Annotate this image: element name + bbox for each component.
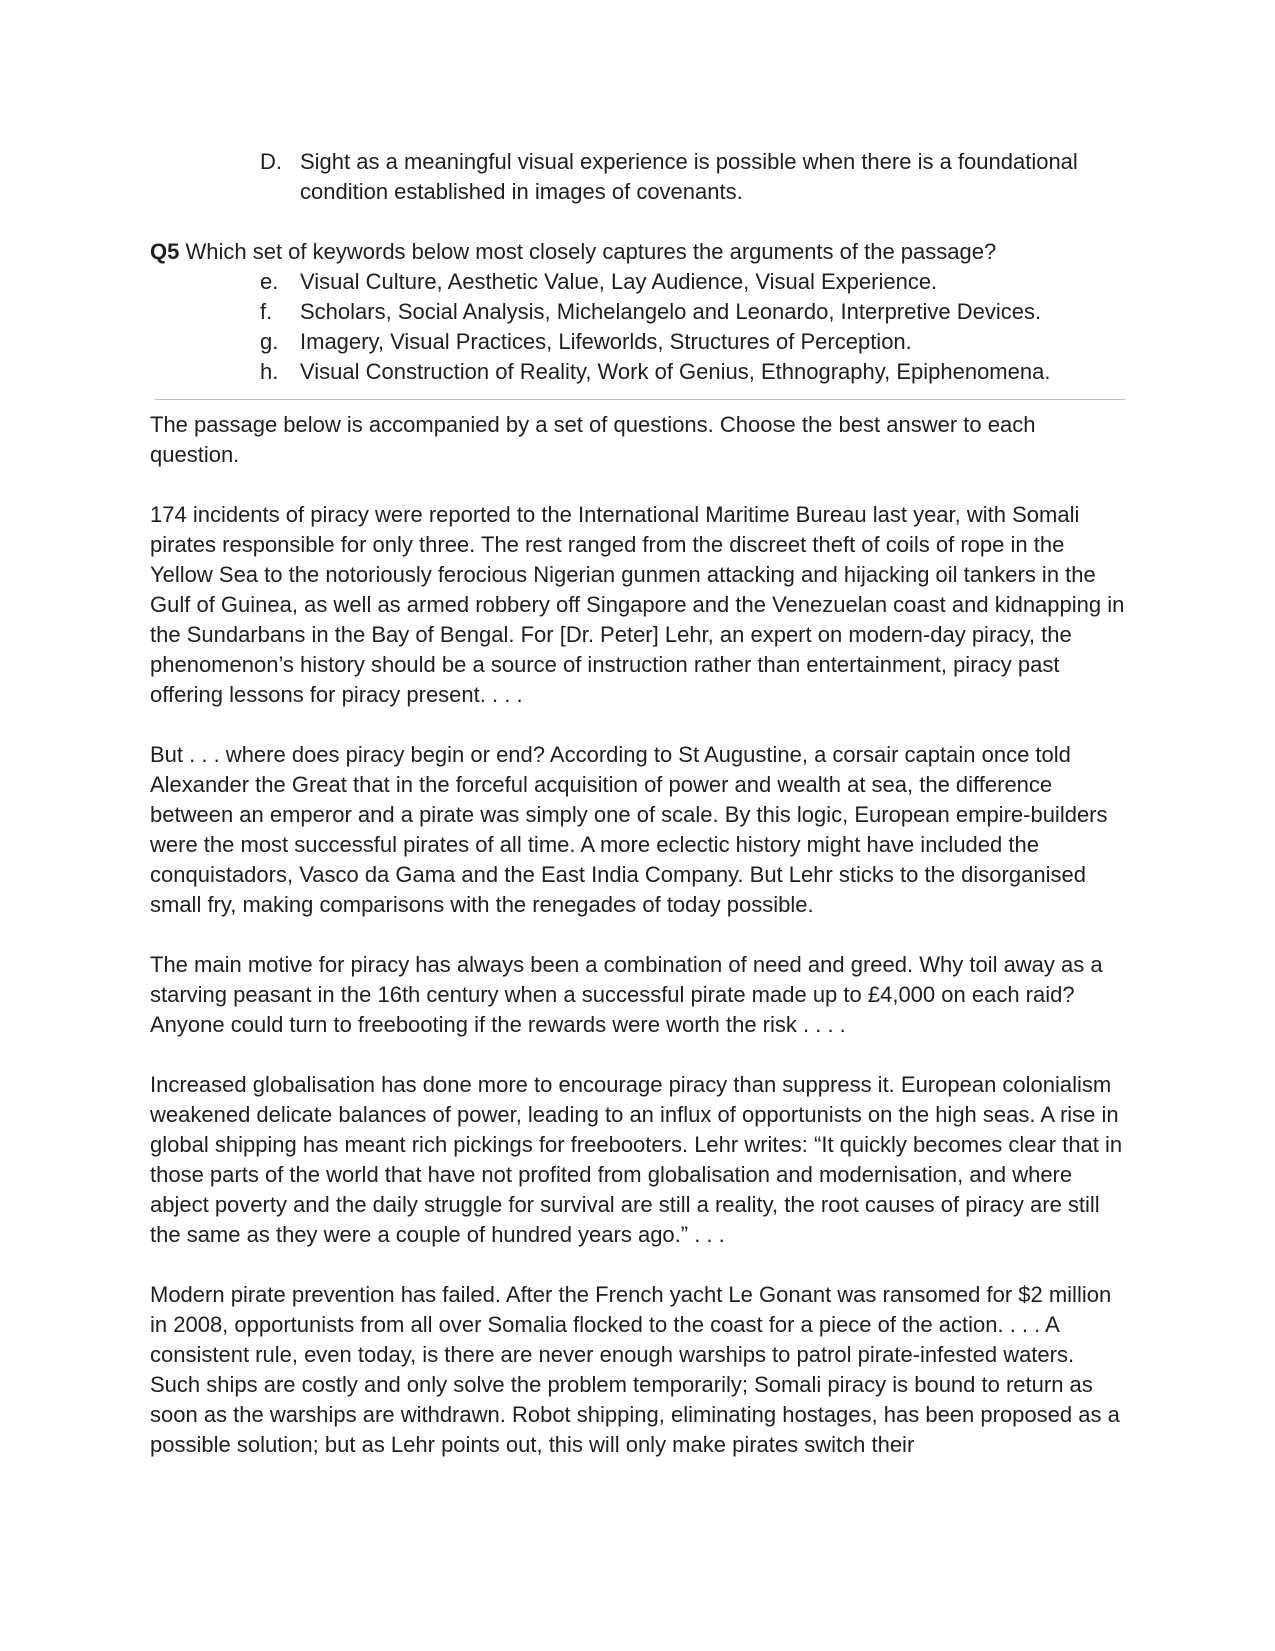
section-divider [155,399,1125,400]
spacer [150,470,1130,500]
option-f [150,297,1130,327]
option-text: Scholars, Social Analysis, Michelangelo and Leonardo, Interpretive Devices. [300,299,1042,324]
option-text: Visual Construction of Reality, Work of Genius, Ethnography, Epiphenomena. [300,359,1051,384]
option-g [150,327,1130,357]
option-marker: f. [260,299,273,324]
option-marker: h. [260,359,279,384]
spacer [150,1040,1130,1070]
instructions: The passage below is accompanied by a set of questions. Choose the best answer to each question. [150,412,1036,467]
spacer [150,1250,1130,1280]
passage-paragraph: The main motive for piracy has always been a combination of need and greed. Why toil away as a starving peasant in the 16th century when a successful pirate made up to £4,000 on each raid? Anyone could turn to freebooting if the rewards were worth the risk . . . . [150,952,1103,1037]
option-text: Sight as a meaningful visual experience is possible when there is a foundational condition established in images of covenants. [300,149,1078,204]
option-marker: g. [260,329,279,354]
passage-paragraph: 174 incidents of piracy were reported to the International Maritime Bureau last year, with Somali pirates responsible for only three. The rest ranged from the discreet theft of coils of rope in the Yellow Sea to the notoriously ferocious Nigerian gunmen attacking and hijacking oil tankers in the Gulf of Guinea, as well as armed robbery off Singapore and the Venezuelan coast and kidnapping in the Sundarbans in the Bay of Bengal. For [Dr. Peter] Lehr, an expert on modern-day piracy, the phenomenon’s history should be a source of instruction rather than entertainment, piracy past offering lessons for piracy present. . . . [150,502,1125,707]
option-d [150,147,1130,207]
question-text: Which set of keywords below most closely captures the arguments of the passage? [185,239,997,264]
option-text: Visual Culture, Aesthetic Value, Lay Audience, Visual Experience. [300,269,938,294]
option-marker: D. [260,149,282,174]
spacer [150,207,1130,237]
question-number: Q5 [150,239,180,264]
option-h [150,357,1130,387]
spacer [150,710,1130,740]
option-text: Imagery, Visual Practices, Lifeworlds, Structures of Perception. [300,329,912,354]
passage-paragraph: Modern pirate prevention has failed. After the French yacht Le Gonant was ransomed for $2 million in 2008, opportunists from all over Somalia flocked to the coast for a piece of the action. . . . A consistent rule, even today, is there are never enough warships to patrol pirate-infested waters. Such ships are costly and only solve the problem temporarily; Somali piracy is bound to return as soon as the warships are withdrawn. Robot shipping, eliminating hostages, has been proposed as a possible solution; but as Lehr points out, this will only make pirates switch their [150,1282,1120,1457]
question-q5 [150,237,1130,267]
document-page [150,147,1130,1460]
spacer [150,920,1130,950]
option-e [150,267,1130,297]
passage-paragraph: But . . . where does piracy begin or end? According to St Augustine, a corsair captain once told Alexander the Great that in the forceful acquisition of power and wealth at sea, the difference between an emperor and a pirate was simply one of scale. By this logic, European empire-builders were the most successful pirates of all time. A more eclectic history might have included the conquistadors, Vasco da Gama and the East India Company. But Lehr sticks to the disorganised small fry, making comparisons with the renegades of today possible. [150,742,1108,917]
option-marker: e. [260,269,279,294]
passage-paragraph: Increased globalisation has done more to encourage piracy than suppress it. European colonialism weakened delicate balances of power, leading to an influx of opportunists on the high seas. A rise in global shipping has meant rich pickings for freebooters. Lehr writes: “It quickly becomes clear that in those parts of the world that have not profited from globalisation and modernisation, and where abject poverty and the daily struggle for survival are still a reality, the root causes of piracy are still the same as they were a couple of hundred years ago.” . . . [150,1072,1123,1247]
